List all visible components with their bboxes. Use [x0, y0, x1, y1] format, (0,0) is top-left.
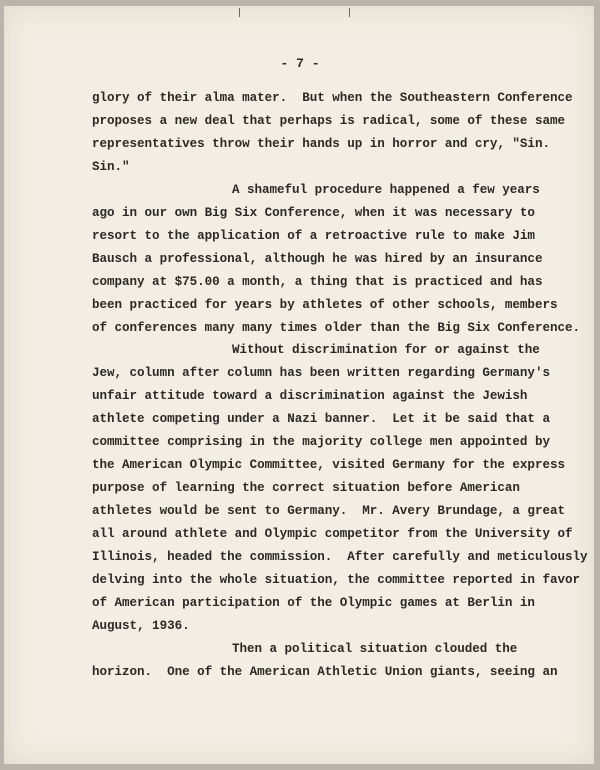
text-line: been practiced for years by athletes of other schools, members — [92, 298, 558, 312]
text-line: Jew, column after column has been written regarding Germany's — [92, 366, 550, 380]
text-line: of conferences many many times older than the Big Six Conference. — [92, 321, 580, 335]
binding-mark — [349, 8, 350, 17]
text-line: delving into the whole situation, the committee reported in favor — [92, 573, 580, 587]
text-line: purpose of learning the correct situation before American — [92, 481, 520, 495]
text-line: of American participation of the Olympic games at Berlin in — [92, 596, 535, 610]
text-line: Bausch a professional, although he was hired by an insurance — [92, 252, 543, 266]
text-line: horizon. One of the American Athletic Union giants, seeing an — [92, 665, 558, 679]
text-line: athlete competing under a Nazi banner. Let it be said that a — [92, 412, 550, 426]
text-line: A shameful procedure happened a few years — [232, 183, 540, 197]
text-line: Without discrimination for or against the — [232, 343, 540, 357]
text-line: proposes a new deal that perhaps is radical, some of these same — [92, 114, 565, 128]
page-number: - 7 - — [280, 56, 320, 71]
text-line: resort to the application of a retroactive rule to make Jim — [92, 229, 535, 243]
text-line: glory of their alma mater. But when the Southeastern Conference — [92, 91, 573, 105]
text-line: company at $75.00 a month, a thing that is practiced and has — [92, 275, 543, 289]
text-line: unfair attitude toward a discrimination against the Jewish — [92, 389, 528, 403]
text-line: Sin." — [92, 160, 130, 174]
text-line: Illinois, headed the commission. After carefully and meticulously — [92, 550, 588, 564]
text-line: the American Olympic Committee, visited Germany for the express — [92, 458, 565, 472]
binding-mark — [239, 8, 240, 17]
text-line: athletes would be sent to Germany. Mr. Avery Brundage, a great — [92, 504, 565, 518]
text-line: all around athlete and Olympic competitor from the University of — [92, 527, 573, 541]
text-line: ago in our own Big Six Conference, when it was necessary to — [92, 206, 535, 220]
text-line: representatives throw their hands up in horror and cry, "Sin. — [92, 137, 550, 151]
text-line: committee comprising in the majority college men appointed by — [92, 435, 550, 449]
text-line: August, 1936. — [92, 619, 190, 633]
text-line: Then a political situation clouded the — [232, 642, 518, 656]
